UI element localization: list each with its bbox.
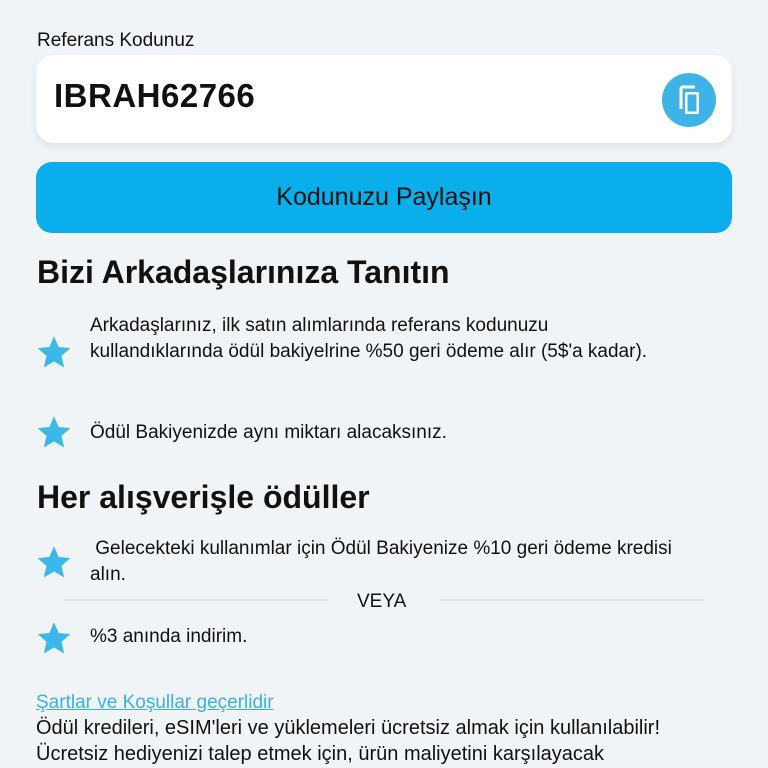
terms-link[interactable]: Şartlar ve Koşullar geçerlidir [36,692,274,713]
divider-left [64,599,328,601]
benefit-text: Arkadaşlarınız, ilk satın alımlarında referans kodunuzu kullandıklarında ödül bakiyelrine %50 geri ödeme alır (5$'a kadar). [90,315,648,362]
copy-button[interactable] [662,73,716,127]
section-title-rewards: Her alışverişle ödüller [37,479,370,515]
referral-code-card [36,55,732,143]
copy-icon [662,73,716,127]
divider-right [440,599,704,601]
referral-code-label: Referans Kodunuz [37,30,195,51]
terms-text-line2: Ücretsiz hediyenizi talep etmek için, ürün maliyetini karşılayacak [36,743,605,765]
terms-text-line1: Ödül kredileri, eSIM'leri ve yüklemeleri ücretsiz almak için kullanılabilir! [36,717,661,739]
star-icon [36,334,72,370]
share-code-button[interactable]: Kodunuzu Paylaşın [36,162,732,233]
reward-text: Gelecekteki kullanımlar için Ödül Bakiyenize %10 geri ödeme kredisi alın. [90,538,678,585]
star-icon [36,414,72,450]
divider-or-label: VEYA [357,591,407,612]
star-icon [36,544,72,580]
reward-text: %3 anında indirim. [90,626,248,647]
referral-code: IBRAH62766 [54,77,256,114]
benefit-text: Ödül Bakiyenizde aynı miktarı alacaksınız. [90,422,447,443]
star-icon [36,620,72,656]
section-title-refer: Bizi Arkadaşlarınıza Tanıtın [37,254,450,290]
